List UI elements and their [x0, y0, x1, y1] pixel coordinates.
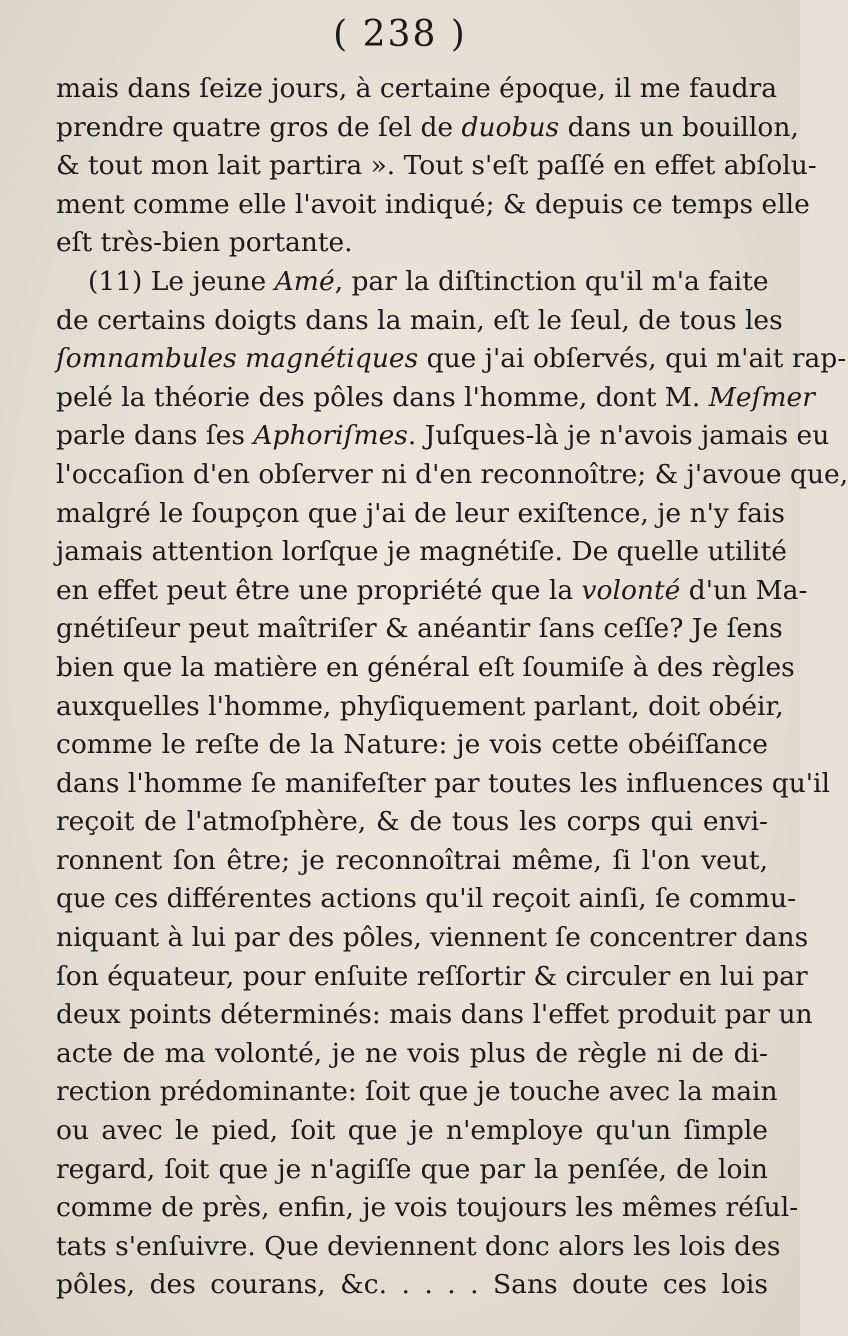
text-segment: dans l'homme ſe manifeſter par toutes les influences qu'il: [56, 767, 831, 799]
text-line: [56, 1266, 768, 1305]
text-line: [56, 147, 817, 186]
text-line: [56, 224, 768, 263]
italic-text: volonté: [581, 574, 681, 606]
text-segment: regard, ſoit que je n'agiſſe que par la penſée, de loin: [56, 1153, 768, 1185]
italic-text: Amé: [274, 265, 335, 297]
text-segment: . Juſques-là je n'avois jamais eu: [407, 420, 830, 452]
text-segment: parle dans ſes: [56, 420, 254, 452]
text-segment: pelé la théorie des pôles dans l'homme, dont M.: [56, 381, 709, 413]
text-line: [56, 456, 848, 495]
text-segment: acte de ma volonté, je ne vois plus de règle ni de di-: [56, 1037, 768, 1069]
text-segment: d'un Ma-: [680, 574, 808, 606]
text-line: [56, 302, 783, 341]
text-segment: ronnent ſon être; je reconnoîtrai même, ſi l'on veut,: [56, 844, 768, 876]
text-line: [56, 688, 784, 727]
text-segment: prendre quatre gros de ſel de: [56, 111, 462, 143]
text-line: [56, 1151, 768, 1190]
text-segment: mais dans ſeize jours, à certaine époque, il me faudra: [56, 73, 778, 104]
body-text: [56, 70, 848, 1305]
text-line: [56, 572, 808, 611]
text-line: [56, 765, 831, 804]
text-line: [56, 919, 809, 958]
text-segment: gnétiſeur peut maîtriſer & anéantir ſans ceſſe? Je ſens: [56, 613, 783, 645]
text-segment: que ces différentes actions qu'il reçoit ainſi, ſe commu-: [56, 883, 797, 915]
text-segment: reçoit de l'atmoſphère, & de tous les corps qui envi-: [56, 806, 768, 838]
text-line: [56, 842, 768, 881]
text-line: [56, 495, 785, 534]
text-segment: dans un bouillon,: [559, 111, 799, 143]
text-line: [56, 996, 813, 1035]
text-line: [56, 70, 778, 109]
text-segment: ſon équateur, pour enſuite reſſortir & circuler en lui par: [56, 960, 808, 992]
text-line: [56, 263, 768, 302]
text-line: [56, 1035, 768, 1074]
page-number: ( 238 ): [333, 14, 467, 55]
italic-text: ſomnambules magnétiques: [56, 343, 419, 375]
text-segment: malgré le ſoupçon que j'ai de leur exiſtence, je n'y fais: [56, 497, 785, 529]
text-line: [56, 803, 768, 842]
text-segment: auxquelles l'homme, phyſiquement parlant, doit obéir,: [56, 690, 784, 722]
text-segment: de certains doigts dans la main, eſt le ſeul, de tous les: [56, 304, 783, 336]
text-segment: jamais attention lorſque je magnétiſe. De quelle utilité: [56, 536, 787, 568]
text-line: [56, 417, 830, 456]
text-segment: , par la diſtinction qu'il m'a faite: [334, 265, 769, 297]
text-line: [56, 1112, 768, 1151]
text-line: [56, 1073, 778, 1112]
text-line: [56, 958, 808, 997]
italic-text: Meſmer: [708, 381, 815, 413]
italic-text: Aphoriſmes: [253, 420, 408, 452]
text-line: [56, 610, 783, 649]
text-line: [56, 186, 810, 225]
text-segment: (11) Le jeune: [88, 265, 275, 297]
text-line: [56, 109, 799, 148]
text-segment: ment comme elle l'avoit indiqué; & depuis ce temps elle: [56, 188, 810, 220]
text-segment: ou avec le pied, ſoit que je n'employe qu'un ſimple: [56, 1115, 768, 1147]
text-line: [56, 726, 768, 765]
text-segment: comme de près, enfin, je vois toujours les mêmes réſul-: [56, 1192, 799, 1224]
text-segment: comme le reſte de la Nature: je vois cette obéiſſance: [56, 729, 768, 761]
text-segment: niquant à lui par des pôles, viennent ſe concentrer dans: [56, 922, 809, 954]
text-segment: tats s'enſuivre. Que deviennent donc alors les lois des: [56, 1230, 781, 1262]
text-line: [56, 1228, 781, 1267]
text-segment: eſt très-bien portante.: [56, 227, 353, 259]
text-line: [56, 533, 787, 572]
text-segment: deux points déterminés: mais dans l'effet produit par un: [56, 999, 813, 1031]
text-line: [56, 880, 797, 919]
italic-text: duobus: [461, 111, 560, 143]
text-line: [56, 379, 815, 418]
text-segment: en effet peut être une propriété que la: [56, 574, 582, 606]
text-segment: que j'ai obſervés, qui m'ait rap-: [418, 343, 847, 375]
text-segment: bien que la matière en général eſt ſoumiſe à des règles: [56, 651, 795, 683]
text-segment: rection prédominante: ſoit que je touche avec la main: [56, 1076, 778, 1108]
text-line: [56, 340, 847, 379]
text-segment: l'occaſion d'en obſerver ni d'en reconnoître; & j'avoue que,: [56, 458, 848, 490]
text-segment: pôles, des courans, &c. . . . . Sans doute ces lois: [56, 1269, 768, 1301]
text-line: [56, 1189, 799, 1228]
text-segment: & tout mon lait partira ». Tout s'eſt paſſé en effet abſolu-: [56, 150, 817, 182]
text-line: [56, 649, 795, 688]
